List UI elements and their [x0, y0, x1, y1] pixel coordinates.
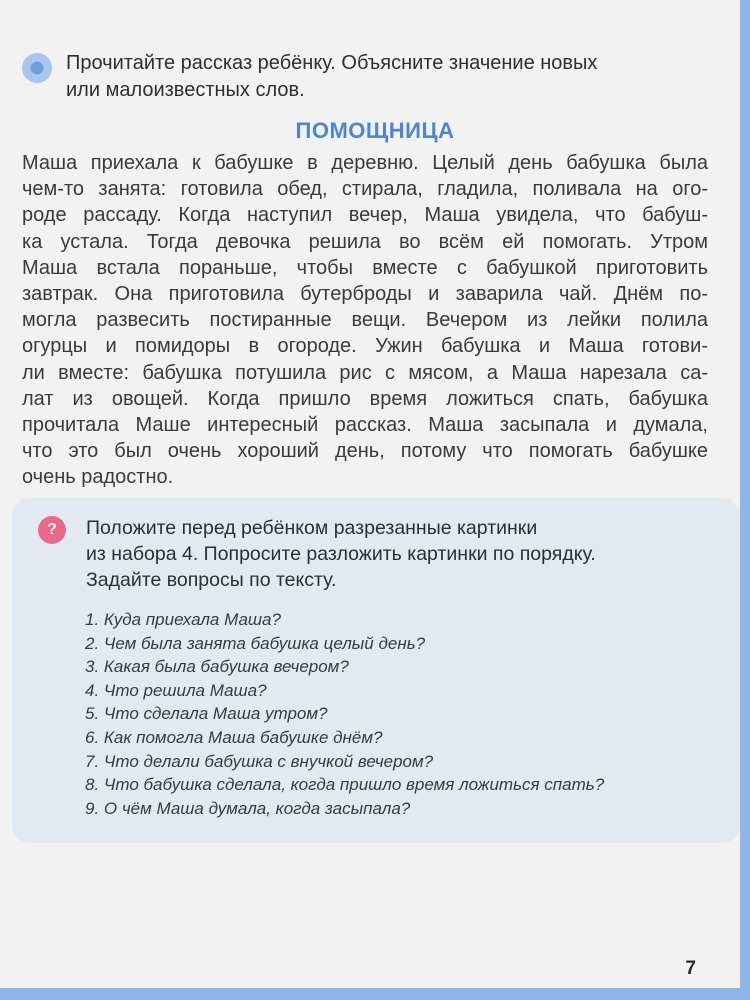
story-line: огурцы и помидоры в огороде. Ужин бабушка и Маша готови-	[22, 335, 708, 358]
questions-intro-line: Задайте вопросы по тексту.	[86, 569, 337, 591]
page-edge-bar-bottom	[0, 988, 750, 1000]
story-line: чем-то занята: готовила обед, стирала, гладила, поливала на ого-	[22, 178, 708, 201]
question-item: 8. Что бабушка сделала, когда пришло время ложиться спать?	[85, 775, 605, 795]
question-item: 3. Какая была бабушка вечером?	[85, 657, 349, 677]
question-item: 4. Что решила Маша?	[85, 680, 267, 700]
question-item: 2. Чем была занята бабушка целый день?	[85, 633, 426, 653]
story-line: лат из овощей. Когда пришло время ложиться спать, бабушка	[22, 387, 708, 410]
story-line: ка устала. Тогда девочка решила во всём ей помогать. Утром	[22, 230, 708, 253]
questions-intro-text	[86, 515, 596, 593]
story-line: очень радостно.	[22, 466, 174, 489]
reading-instruction	[22, 50, 712, 104]
question-item: 1. Куда приехала Маша?	[85, 610, 281, 629]
instruction-line: или малоизвестных слов.	[66, 79, 305, 101]
questions-intro	[38, 515, 718, 593]
story-line: Маша приехала к бабушке в деревню. Целый день бабушка была	[22, 152, 708, 174]
story-line: могла развесить постиранные вещи. Вечером из лейки полила	[22, 309, 708, 332]
instruction-line: Прочитайте рассказ ребёнку. Объясните значение новых	[66, 52, 598, 74]
story-line: ли вместе: бабушка потушила рис с мясом, а Маша нарезала са-	[22, 361, 708, 384]
question-item: 9. О чём Маша думала, когда засыпала?	[85, 798, 411, 818]
question-item: 5. Что сделала Маша утром?	[85, 704, 328, 724]
story-line: прочитала Маше интересный рассказ. Маша засыпала и думала,	[22, 414, 708, 437]
page-number: 7	[685, 958, 696, 979]
questions-intro-line: Положите перед ребёнком разрезанные картинки	[86, 517, 538, 539]
question-item: 7. Что делали бабушка с внучкой вечером?	[85, 751, 434, 771]
question-mark-icon: ?	[38, 516, 66, 544]
questions-list	[85, 608, 705, 820]
question-item: 6. Как помогла Маша бабушке днём?	[85, 727, 383, 747]
story-text	[22, 150, 708, 491]
instruction-text	[66, 50, 597, 104]
story-title: ПОМОЩНИЦА	[295, 118, 455, 143]
story-line: роде рассаду. Когда наступил вечер, Маша увидела, что бабуш-	[22, 204, 708, 227]
story-line: что это был очень хороший день, потому что помогать бабушке	[22, 440, 708, 463]
story-line: завтрак. Она приготовила бутерброды и заварила чай. Днём по-	[22, 283, 708, 306]
questions-intro-line: из набора 4. Попросите разложить картинки по порядку.	[86, 543, 596, 565]
story-line: Маша встала пораньше, чтобы вместе с бабушкой приготовить	[22, 256, 708, 279]
page-edge-bar-right	[740, 0, 750, 1000]
blue-dot-icon	[22, 53, 52, 83]
